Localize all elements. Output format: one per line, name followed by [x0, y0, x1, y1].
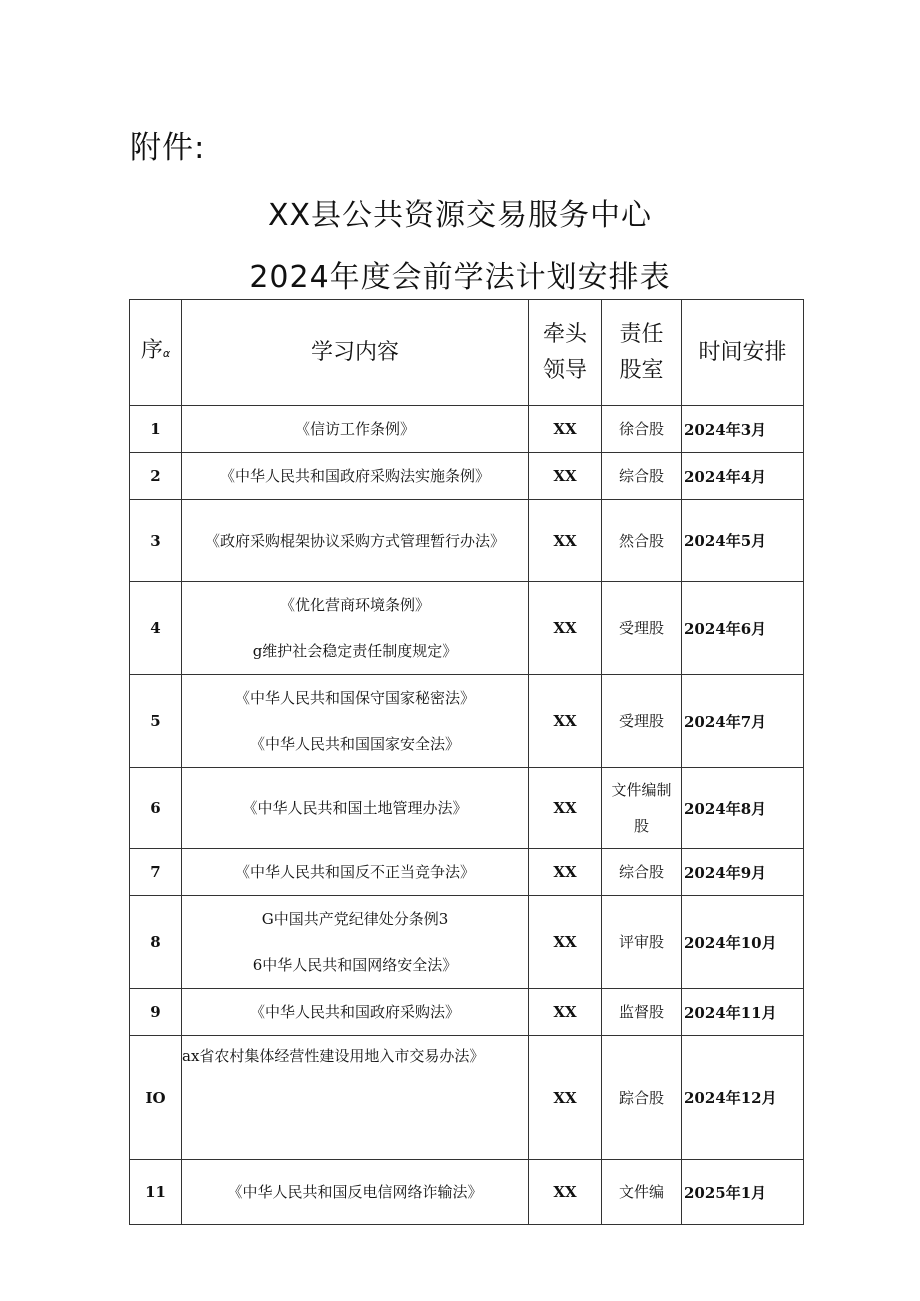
row-dept: 评审股 [602, 896, 682, 989]
row-dept: 文件编制 股 [602, 768, 682, 849]
table-row [130, 406, 804, 453]
header-leader: 牵头 领导 [529, 300, 602, 406]
table-row [130, 453, 804, 500]
row-content: 《信访工作条例》 [182, 406, 529, 453]
header-time: 时间安排 [682, 300, 804, 406]
header-dept: 责任 股室 [602, 300, 682, 406]
row-content: 《中华人民共和国土地管理办法》 [182, 768, 529, 849]
table-row [130, 675, 804, 768]
row-content: 《中华人民共和国政府采购法实施条例》 [182, 453, 529, 500]
table-row [130, 849, 804, 896]
row-content: 《中华人民共和国反电信网络诈输法》 [182, 1160, 529, 1225]
header-content: 学习内容 [182, 300, 529, 406]
table-header-row [130, 300, 804, 406]
table-row [130, 1036, 804, 1160]
row-leader: XX [529, 768, 602, 849]
row-time: 2025年1月 [682, 1160, 804, 1225]
row-number: 2 [130, 453, 182, 500]
row-number: 3 [130, 500, 182, 582]
row-dept: 受理股 [602, 582, 682, 675]
row-time: 2024年8月 [682, 768, 804, 849]
row-number: 11 [130, 1160, 182, 1225]
row-leader: XX [529, 675, 602, 768]
row-time: 2024年11月 [682, 989, 804, 1036]
document-subtitle: 2024年度会前学法计划安排表 [249, 260, 671, 295]
row-leader: XX [529, 849, 602, 896]
row-dept: 综合股 [602, 849, 682, 896]
row-time: 2024年9月 [682, 849, 804, 896]
row-time: 2024年12月 [682, 1036, 804, 1160]
row-number: 1 [130, 406, 182, 453]
row-time: 2024年7月 [682, 675, 804, 768]
row-number: 6 [130, 768, 182, 849]
header-seq: 序α [130, 300, 182, 406]
row-time: 2024年4月 [682, 453, 804, 500]
row-time: 2024年5月 [682, 500, 804, 582]
row-content: G中国共产党纪律处分条例3 6中华人民共和国网络安全法》 [182, 896, 529, 989]
row-content: 《政府采购棍架协议采购方式管理暂行办法》 [182, 500, 529, 582]
row-content: 《中华人民共和国保守国家秘密法》 《中华人民共和国国家安全法》 [182, 675, 529, 768]
row-time: 2024年3月 [682, 406, 804, 453]
row-content: 《中华人民共和国政府采购法》 [182, 989, 529, 1036]
row-number: 8 [130, 896, 182, 989]
row-leader: XX [529, 1036, 602, 1160]
row-dept: 徐合股 [602, 406, 682, 453]
row-leader: XX [529, 1160, 602, 1225]
row-leader: XX [529, 896, 602, 989]
row-number: 4 [130, 582, 182, 675]
row-time: 2024年6月 [682, 582, 804, 675]
row-leader: XX [529, 406, 602, 453]
row-content: ax省农村集体经营性建设用地入市交易办法》 [182, 1036, 529, 1160]
row-dept: 然合股 [602, 500, 682, 582]
row-leader: XX [529, 500, 602, 582]
table-row [130, 896, 804, 989]
study-plan-table [129, 299, 804, 1225]
table-row [130, 1160, 804, 1225]
table-row [130, 500, 804, 582]
row-number: 9 [130, 989, 182, 1036]
row-number: 7 [130, 849, 182, 896]
row-time: 2024年10月 [682, 896, 804, 989]
table-row [130, 768, 804, 849]
row-dept: 踪合股 [602, 1036, 682, 1160]
row-dept: 文件编 [602, 1160, 682, 1225]
document-title: XX县公共资源交易服务中心 [267, 198, 653, 233]
row-leader: XX [529, 582, 602, 675]
row-dept: 监督股 [602, 989, 682, 1036]
table-row [130, 582, 804, 675]
table-row [130, 989, 804, 1036]
row-dept: 受理股 [602, 675, 682, 768]
row-dept: 综合股 [602, 453, 682, 500]
row-leader: XX [529, 453, 602, 500]
row-content: 《中华人民共和国反不正当竞争法》 [182, 849, 529, 896]
row-number: IO [130, 1036, 182, 1160]
row-leader: XX [529, 989, 602, 1036]
row-content: 《优化营商环境条例》 g维护社会稳定责任制度规定》 [182, 582, 529, 675]
row-number: 5 [130, 675, 182, 768]
attachment-label: 附件: [130, 130, 206, 166]
